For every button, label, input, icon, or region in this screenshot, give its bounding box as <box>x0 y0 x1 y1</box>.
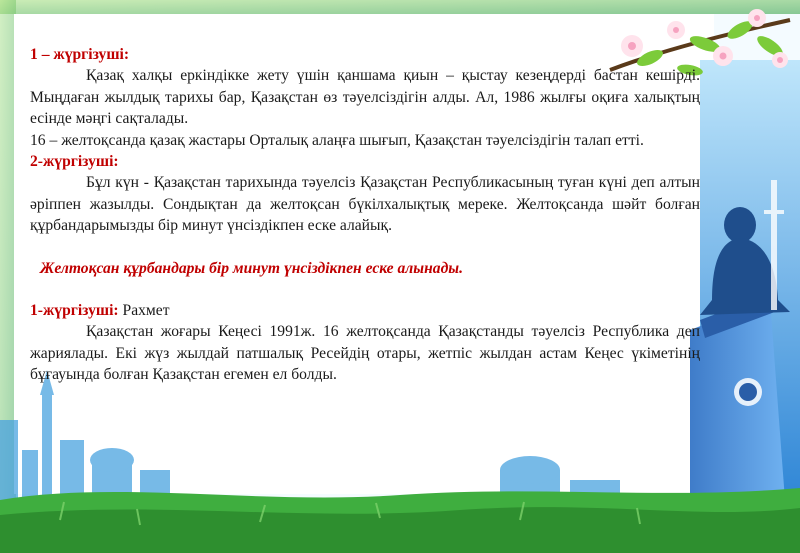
speaker2-label: 2-жүргізуші: <box>30 153 119 171</box>
speaker3-line <box>30 300 700 321</box>
speaker3-label: 1-жүргізуші: <box>30 302 119 320</box>
speaker1-label: 1 – жүргізуші: <box>30 46 130 63</box>
paragraph-4: Қазақстан жоғары Кеңесі 1991ж. 16 желтоқсанда Қазақстанды тәуелсіз Республика деп жариялады. Екі жүз жылдай патшалық Ресейдің отары, жетпіс жылдан астам Кеңес үкіметінің бұғауында болған Қазақстан егемен ел болды. <box>30 323 700 384</box>
speech-text-block <box>30 44 700 386</box>
paragraph-2: 16 – желтоқсанда қазақ жастары Орталық алаңға шығып, Қазақстан тәуелсіздігін талап етті. <box>30 131 644 149</box>
paragraph-1: Қазақ халқы еркіндікке жету үшін қаншама қиын – қыстау кезеңдерді бастан кешірді. Мыңдаған жылдық тарихы бар, Қазақстан өз тәуелсіздігін алды. Ал, 1986 жылғы оқиға халықтың есінде мәңгі сақталады. <box>30 67 700 128</box>
thanks-word: Рахмет <box>122 302 170 320</box>
moment-of-silence-line: Желтоқсан құрбандары бір минут үнсіздікпен еске алынады. <box>40 259 464 277</box>
paragraph-3: Бұл күн - Қазақстан тарихында тәуелсіз Қазақстан Республикасының туған күні деп алтын әріппен жазылды. Сондықтан да желтоқсан бүкілхалықтық мереке. Желтоқсанда шәйт болған құрбандарымызды бір минут үнсіздікпен еске алайық. <box>30 174 700 235</box>
